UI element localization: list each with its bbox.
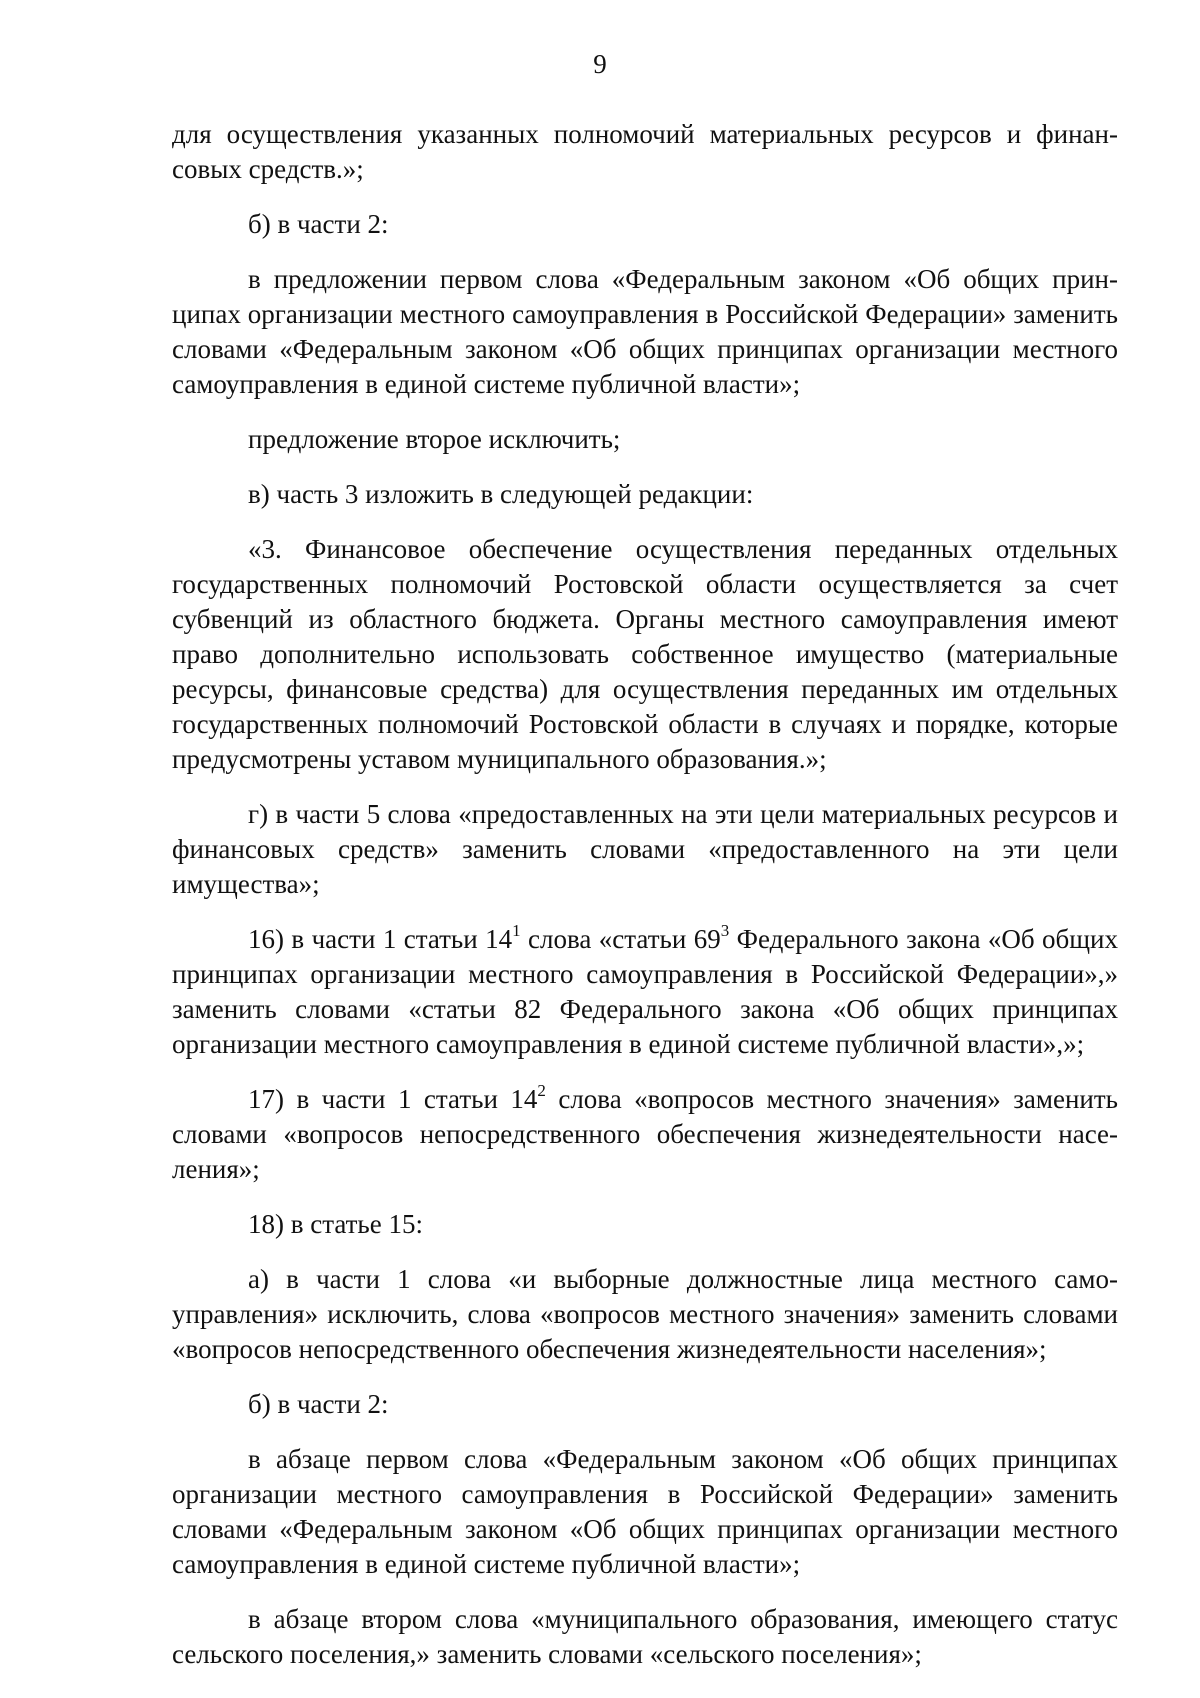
paragraph-text: в) часть 3 изложить в следующей редакции:: [248, 479, 754, 509]
paragraph-text: г) в части 5 слова «предоставленных на эти цели материальных ресурсов и финансовых средств» заменить словами «предоставленного на эти цели имущества»;: [172, 799, 1118, 899]
paragraph: [172, 207, 1118, 242]
paragraph-text: для осуществления указанных полномочий материальных ресурсов и финансовых средств.»;: [172, 119, 1118, 184]
paragraph-text: 16) в части 1 статьи 14: [248, 924, 513, 954]
paragraph: [172, 477, 1118, 512]
paragraph-text: слова «статьи 69: [520, 924, 721, 954]
paragraph-text: в предложении первом слова «Федеральным законом «Об общих принципах организации местного самоуправления в Российской Федерации» заменить словами «Федеральным законом «Об общих принципах организации местного самоуправления в единой системе публичной власти»;: [172, 264, 1118, 399]
paragraph-text: «3. Финансовое обеспечение осуществления переданных отдельных государственных полномочий Ростовской области осуществляется за счет субвенций из областного бюджета. Органы местного самоуправления имеют право дополнительно использовать собственное имущество (материальные ресурсы, финансовые средства) для осуществления переданных им отдельных государственных полномочий Ростовской области в случаях и порядке, которые предусмотрены уставом муниципального образования.»;: [172, 534, 1118, 774]
paragraph-text: 17) в части 1 статьи 14: [248, 1084, 538, 1114]
paragraph-item-17: [172, 1082, 1118, 1187]
superscript: 3: [720, 921, 730, 940]
paragraph-quoted-section: [172, 532, 1118, 777]
paragraph: [172, 422, 1118, 457]
paragraph-text: в абзаце первом слова «Федеральным законом «Об общих принципах организации местного самоуправления в Российской Федерации» заменить словами «Федеральным законом «Об общих принципах организации местного самоуправления в единой системе публичной власти»;: [172, 1444, 1118, 1579]
paragraph: [172, 1602, 1118, 1672]
paragraph-text: предложение второе исключить;: [248, 424, 621, 454]
paragraph-item-16: [172, 922, 1118, 1062]
superscript: 1: [512, 921, 521, 940]
paragraph-text: в абзаце втором слова «муниципального образования, имеющего статус сельского поселения,» заменить словами «сельского поселения»;: [172, 1604, 1118, 1669]
paragraph-continuation: [172, 117, 1118, 187]
document-body: [172, 117, 1118, 1692]
paragraph: [172, 1442, 1118, 1582]
paragraph-text: б) в части 2:: [248, 209, 389, 239]
paragraph-text: б) в части 2:: [248, 1389, 389, 1419]
paragraph: [172, 797, 1118, 902]
page-number: 9: [593, 49, 607, 79]
paragraph: [172, 262, 1118, 402]
superscript: 2: [537, 1081, 546, 1100]
paragraph: [172, 1387, 1118, 1422]
paragraph-text: Федерального закона «Об общих принципах организации местного самоуправления в Российской Федерации»,» заменить словами «статьи 82 Федерального закона «Об общих принципах организации местного самоуправления в единой системе публичной власти»,»;: [172, 924, 1118, 1059]
paragraph-item-18: [172, 1207, 1118, 1242]
paragraph: [172, 1262, 1118, 1367]
paragraph-text: слова «вопросов местного значения» заменить словами «вопросов непосредственного обеспечения жизнедеятельности населения»;: [172, 1084, 1118, 1184]
paragraph-text: 18) в статье 15:: [248, 1209, 423, 1239]
paragraph-text: а) в части 1 слова «и выборные должностные лица местного самоуправления» исключить, слова «вопросов местного значения» заменить словами «вопросов непосредственного обеспечения жизнедеятельности населения»;: [172, 1264, 1118, 1364]
